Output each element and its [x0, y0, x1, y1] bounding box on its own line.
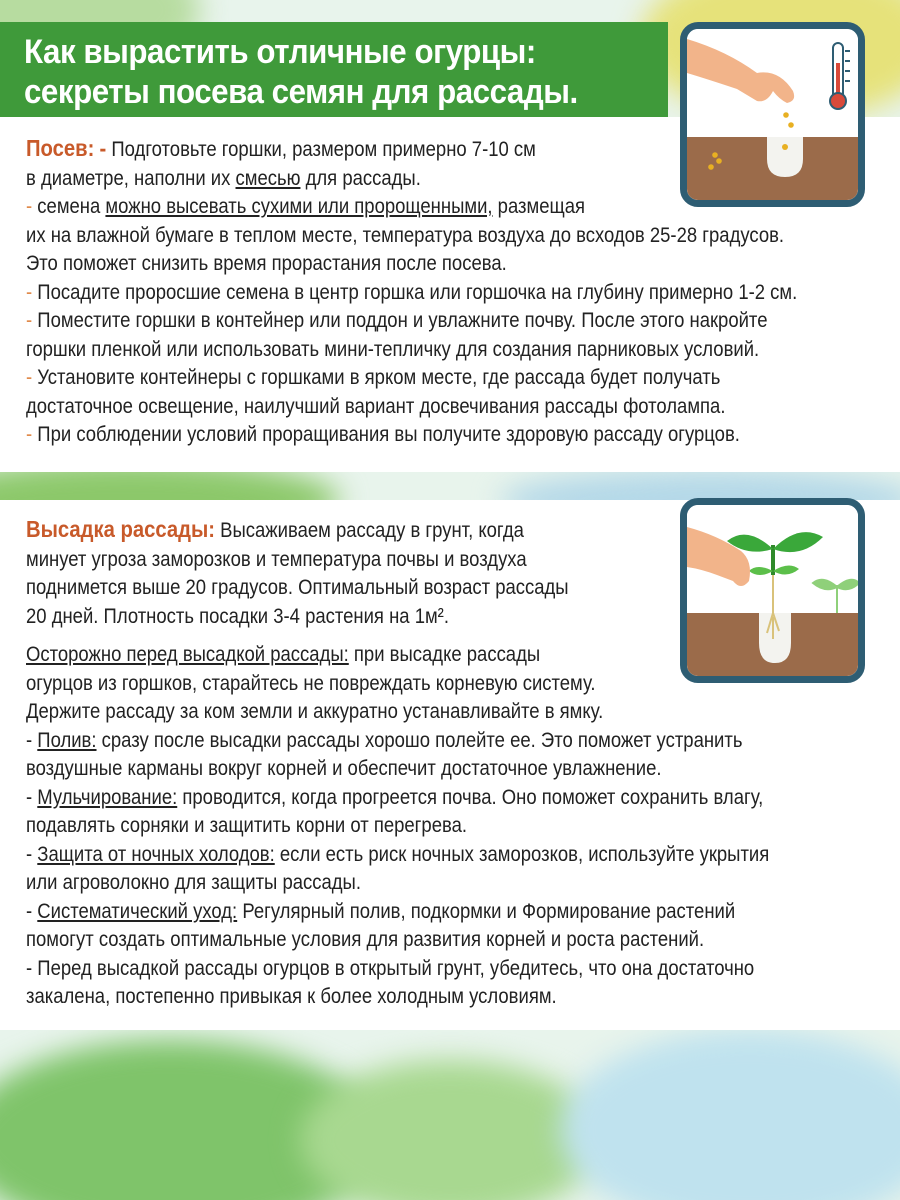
list-item: - Полив: сразу после высадки рассады хорошо полейте ее. Это поможет устранить: [26, 728, 743, 752]
planting-details: Осторожно перед высадкой рассады: при высадке рассады огурцов из горшков, старайтесь не повреждать корневую систему. Держите рассаду за ком земли и аккуратно устанавливайте в ямку. - Полив: сразу после высадки рассады хорошо полейте ее. Это поможет устранить воздушные карманы вокруг корней и обеспечит достаточное увлажнение. - Мульчирование: проводится, когда прогреется почва. Оно поможет сохранить влагу, подавлять сорняки и защитить корни от перегрева. - Защита от ночных холодов: если есть риск ночных заморозков, используйте укрытия или агроволокно для защиты рассады. - Систематический уход: Регулярный полив, подкормки и Формирование растений помогут создать оптимальные условия для развития корней и роста растений. - Перед высадкой рассады огурцов в открытый грунт, убедитесь, что она достаточно закалена, постепенно привыкая к более холодным условиям.: [26, 643, 770, 1008]
planting-intro: Высадка рассады: Высаживаем рассаду в грунт, когда минует угроза заморозков и температура почвы и воздуха поднимется выше 20 градусов. Оптимальный возраст рассады 20 дней. Плотность посадки 3-4 растения на 1м².: [26, 516, 569, 628]
sowing-text: Посев: - Подготовьте горшки, размером примерно 7-10 см в диаметре, наполни их смесью для рассады. - семена можно высевать сухими или пророщенными, размещая их на влажной бумаге в теплом месте, температура воздуха до всходов 25-28 градусов. Это поможет снизить время прорастания после посева. - Посадите проросшие семена в центр горшка или горшочка на глубину примерно 1-2 см. - Поместите горшки в контейнер или поддон и увлажните почву. После этого накройте горшки пленкой или использовать мини-тепличку для создания парниковых условий. - Установите контейнеры с горшками в ярком месте, где рассада будет получать достаточное освещение, наилучший вариант досвечивания рассады фотолампа. - При соблюдении условий проращивания вы получите здоровую рассаду огурцов.: [26, 135, 798, 446]
page-title: [0, 22, 668, 117]
title-line-1: Как вырастить отличные огурцы:: [24, 33, 536, 71]
list-item: - Мульчирование: проводится, когда прогреется почва. Оно поможет сохранить влагу,: [26, 785, 764, 809]
list-item: - Защита от ночных холодов: если есть риск ночных заморозков, используйте укрытия: [26, 842, 770, 866]
list-item: - Систематический уход: Регулярный полив, подкормки и Формирование растений: [26, 899, 736, 923]
caution-label: Осторожно перед высадкой рассады:: [26, 643, 349, 666]
title-line-2: секреты посева семян для рассады.: [24, 73, 578, 111]
sowing-label: Посев:: [26, 135, 95, 161]
planting-label: Высадка рассады:: [26, 516, 216, 542]
